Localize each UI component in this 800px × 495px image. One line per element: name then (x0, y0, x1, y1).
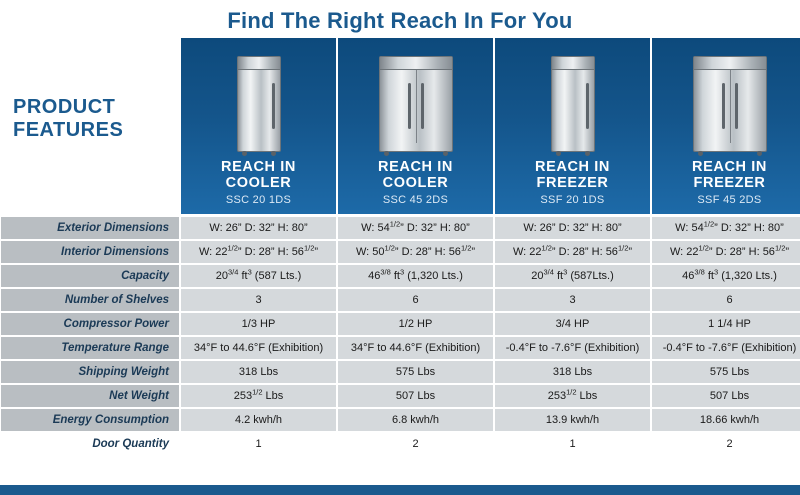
table-row (0, 337, 800, 359)
freezer-icon (495, 46, 650, 152)
product-header-row (0, 38, 800, 214)
spec-label: Energy Consumption (1, 409, 179, 431)
spec-value: $253^{1/2}$ Lbs (495, 385, 650, 407)
spec-value: 3 (181, 289, 336, 311)
product-name-line2-2: FREEZER (536, 175, 609, 191)
spec-value: W: $22^{1/2}$” D: 28” H: $56^{1/2}$” (181, 241, 336, 263)
spec-label: Number of Shelves (1, 289, 179, 311)
table-row (0, 313, 800, 335)
spec-value: $20^{3/4}$ $ft^3$ (587 Lts.) (181, 265, 336, 287)
spec-label: Interior Dimensions (1, 241, 179, 263)
table-row (0, 433, 800, 455)
spec-table (0, 217, 800, 455)
spec-value: 6 (652, 289, 800, 311)
spec-value: $46^{3/8}$ $ft^3$ (1,320 Lts.) (652, 265, 800, 287)
product-model-3: SSF 45 2DS (697, 194, 762, 206)
spec-value: W: 26” D: 32” H: 80” (181, 217, 336, 239)
features-heading-line2: FEATURES (13, 119, 124, 141)
features-heading-line1: PRODUCT (13, 96, 116, 118)
spec-value: 1/2 HP (338, 313, 493, 335)
spec-value: 6 (338, 289, 493, 311)
product-card-3[interactable] (652, 38, 800, 214)
table-row (0, 241, 800, 263)
product-card-0[interactable] (181, 38, 336, 214)
product-name-line1-0: REACH IN (221, 159, 296, 175)
product-card-2[interactable] (495, 38, 650, 214)
spec-value: 1/3 HP (181, 313, 336, 335)
spec-label: Shipping Weight (1, 361, 179, 383)
spec-value: W: $50^{1/2}$” D: 28” H: $56^{1/2}$” (338, 241, 493, 263)
spec-value: $46^{3/8}$ $ft^3$ (1,320 Lts.) (338, 265, 493, 287)
spec-value: 1 (181, 433, 336, 455)
spec-value: W: 26” D: 32” H: 80” (495, 217, 650, 239)
product-name-line1-1: REACH IN (378, 159, 453, 175)
spec-value: 507 Lbs (652, 385, 800, 407)
spec-value: 2 (652, 433, 800, 455)
spec-value: W: $54^{1/2}$” D: 32” H: 80” (652, 217, 800, 239)
spec-label: Exterior Dimensions (1, 217, 179, 239)
spec-value: 318 Lbs (495, 361, 650, 383)
spec-value: 507 Lbs (338, 385, 493, 407)
product-name-line1-2: REACH IN (535, 159, 610, 175)
freezer-icon (652, 46, 800, 152)
product-card-1[interactable] (338, 38, 493, 214)
spec-value: $20^{3/4}$ $ft^3$ (587Lts.) (495, 265, 650, 287)
spec-value: 575 Lbs (652, 361, 800, 383)
spec-label: Compressor Power (1, 313, 179, 335)
spec-value: -0.4°F to -7.6°F (Exhibition) (652, 337, 800, 359)
product-name-line2-1: COOLER (382, 175, 449, 191)
spec-value: 3/4 HP (495, 313, 650, 335)
product-name-line1-3: REACH IN (692, 159, 767, 175)
spec-value: W: $54^{1/2}$” D: 32” H: 80” (338, 217, 493, 239)
spec-value: 18.66 kwh/h (652, 409, 800, 431)
table-row (0, 409, 800, 431)
spec-value: W: $22^{1/2}$” D: 28” H: $56^{1/2}$” (495, 241, 650, 263)
table-row (0, 289, 800, 311)
spec-value: 34°F to 44.6°F (Exhibition) (338, 337, 493, 359)
spec-value: -0.4°F to -7.6°F (Exhibition) (495, 337, 650, 359)
spec-value: W: $22^{1/2}$” D: 28” H: $56^{1/2}$” (652, 241, 800, 263)
spec-label: Door Quantity (1, 433, 179, 455)
spec-value: $253^{1/2}$ Lbs (181, 385, 336, 407)
spec-label: Temperature Range (1, 337, 179, 359)
table-row (0, 265, 800, 287)
spec-value: 3 (495, 289, 650, 311)
bottom-band (0, 485, 800, 495)
spec-label: Net Weight (1, 385, 179, 407)
product-model-0: SSC 20 1DS (225, 194, 292, 206)
refrigerator-icon (338, 46, 493, 152)
spec-value: 13.9 kwh/h (495, 409, 650, 431)
spec-value: 4.2 kwh/h (181, 409, 336, 431)
spec-label: Capacity (1, 265, 179, 287)
refrigerator-icon (181, 46, 336, 152)
spec-value: 2 (338, 433, 493, 455)
spec-value: 6.8 kwh/h (338, 409, 493, 431)
product-model-1: SSC 45 2DS (382, 194, 449, 206)
page-title: Find The Right Reach In For You (227, 8, 573, 33)
table-row (0, 361, 800, 383)
spec-value: 34°F to 44.6°F (Exhibition) (181, 337, 336, 359)
table-row (0, 385, 800, 407)
spec-value: 575 Lbs (338, 361, 493, 383)
product-name-line2-3: FREEZER (693, 175, 766, 191)
spec-value: 1 (495, 433, 650, 455)
product-model-2: SSF 20 1DS (540, 194, 605, 206)
spec-value: 1 1/4 HP (652, 313, 800, 335)
product-name-line2-0: COOLER (225, 175, 292, 191)
product-features-heading (1, 38, 179, 214)
table-row (0, 217, 800, 239)
spec-value: 318 Lbs (181, 361, 336, 383)
